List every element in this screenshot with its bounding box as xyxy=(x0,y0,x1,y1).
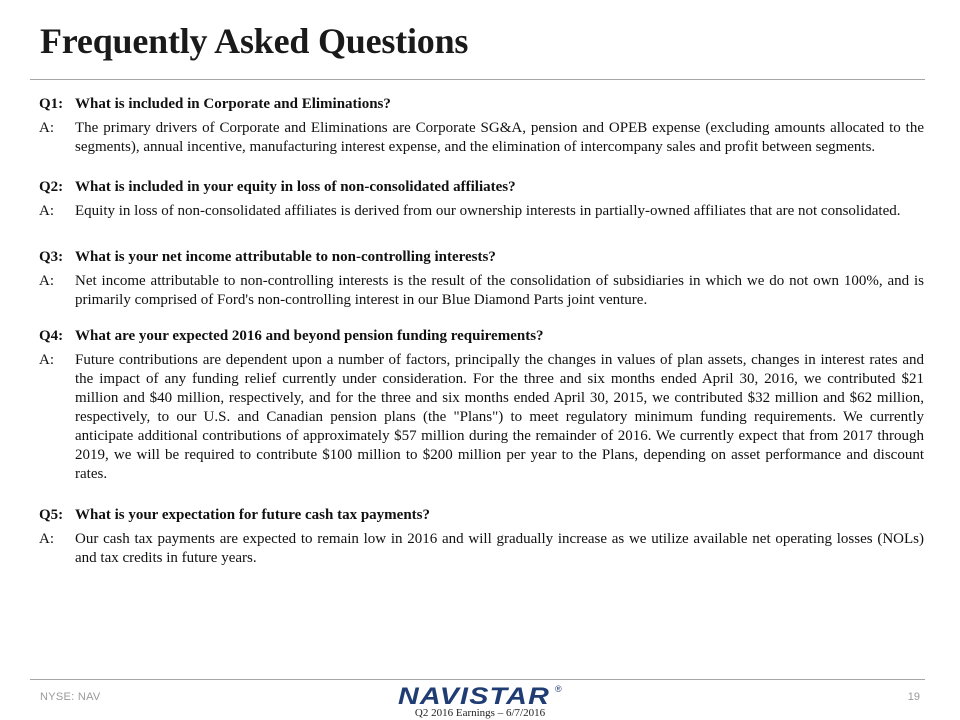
question-label: Q4: xyxy=(39,328,64,344)
question-text: What is your expectation for future cash tax payments? xyxy=(75,507,430,523)
answer-label: A: xyxy=(39,273,54,289)
question-label: Q5: xyxy=(39,507,64,523)
question-label: Q1: xyxy=(39,96,64,112)
ticker-symbol: NYSE: NAV xyxy=(40,691,101,703)
answer-row xyxy=(39,272,924,310)
question-text: What is included in your equity in loss of non-consolidated affiliates? xyxy=(75,179,516,195)
question-text: What is included in Corporate and Eliminations? xyxy=(75,96,391,112)
navistar-logo-mark xyxy=(398,683,566,709)
navistar-logo xyxy=(398,683,566,709)
title-divider xyxy=(30,79,925,80)
answer-label: A: xyxy=(39,120,54,136)
answer-row xyxy=(39,119,924,157)
answer-row xyxy=(39,530,924,568)
question-label: Q2: xyxy=(39,179,64,195)
registered-mark: ® xyxy=(555,684,562,694)
faq-item-1 xyxy=(39,95,924,157)
faq-item-4 xyxy=(39,327,924,484)
page-title: Frequently Asked Questions xyxy=(40,21,469,61)
question-text: What are your expected 2016 and beyond pension funding requirements? xyxy=(75,328,544,344)
footer-divider xyxy=(30,679,925,680)
faq-item-5 xyxy=(39,506,924,568)
question-row xyxy=(39,506,924,525)
answer-text: Our cash tax payments are expected to remain low in 2016 and will gradually increase as we utilize available net operating losses (NOLs) and tax credits in future years. xyxy=(75,531,924,566)
faq-item-3 xyxy=(39,248,924,310)
answer-text: Net income attributable to non-controlling interests is the result of the consolidation of subsidiaries in which we do not own 100%, and is primarily comprised of Ford's non-controlling interest in our Blue Diamond Parts joint venture. xyxy=(75,273,924,308)
question-row xyxy=(39,248,924,267)
faq-list xyxy=(39,95,924,568)
answer-text: The primary drivers of Corporate and Eliminations are Corporate SG&A, pension and OPEB expense (excluding amounts allocated to the segments), annual incentive, manufacturing interest expense, and the elimination of intercompany sales and profit between segments. xyxy=(75,120,924,155)
answer-label: A: xyxy=(39,203,54,219)
question-row xyxy=(39,178,924,197)
page-number: 19 xyxy=(907,691,920,703)
question-row xyxy=(39,327,924,346)
answer-label: A: xyxy=(39,352,54,368)
logo-wordmark: NAVISTAR xyxy=(398,683,550,709)
answer-text: Future contributions are dependent upon a number of factors, principally the changes in values of plan assets, changes in interest rates and the impact of any funding relief currently under consideration. For the three and six months ended April 30, 2016, we contributed $21 million and $40 million, respectively, and for the three and six months ended April 30, 2015, we contributed $32 million and $62 million, respectively, to our U.S. and Canadian pension plans (the "Plans") to meet regulatory minimum funding requirements. We currently anticipate additional contributions of approximately $57 million during the remainder of 2016. We currently expect that from 2017 through 2019, we will be required to contribute $100 million to $200 million per year to the Plans, depending on asset performance and discount rates. xyxy=(75,352,924,482)
answer-text: Equity in loss of non-consolidated affiliates is derived from our ownership interests in partially-owned affiliates that are not consolidated. xyxy=(75,203,901,219)
faq-item-2 xyxy=(39,178,924,221)
answer-row xyxy=(39,351,924,484)
footer-event-label: Q2 2016 Earnings – 6/7/2016 xyxy=(414,707,546,719)
question-row xyxy=(39,95,924,114)
answer-row xyxy=(39,202,924,221)
question-text: What is your net income attributable to non-controlling interests? xyxy=(75,249,496,265)
question-label: Q3: xyxy=(39,249,64,265)
answer-label: A: xyxy=(39,531,54,547)
